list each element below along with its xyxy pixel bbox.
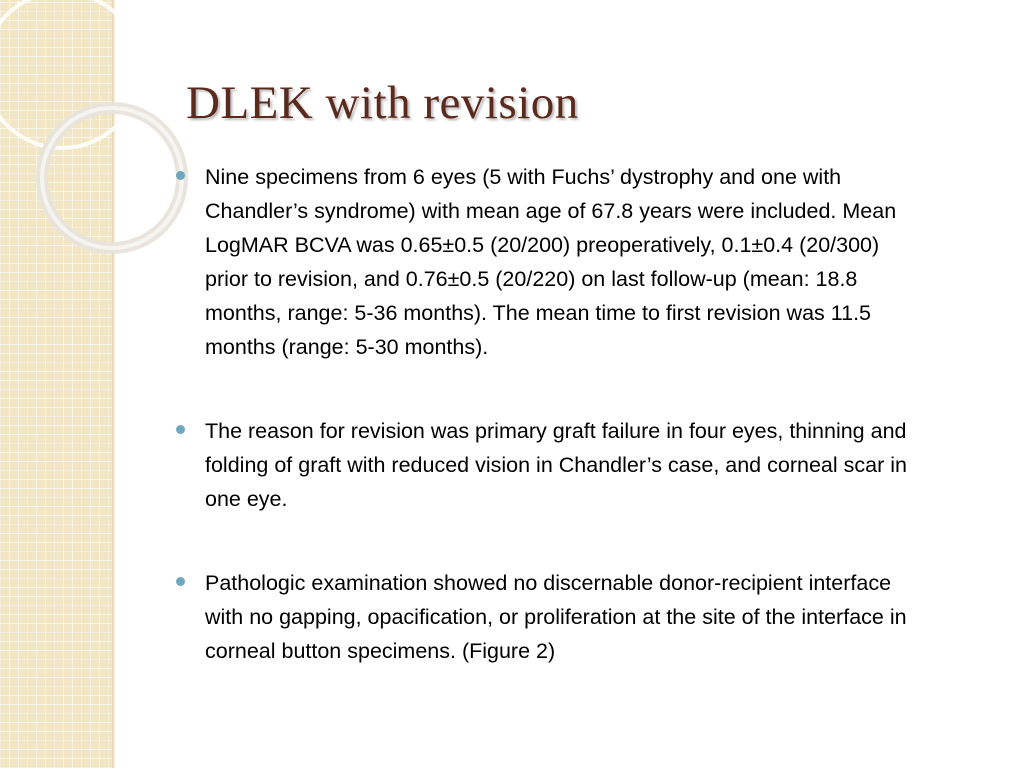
bullet-list xyxy=(176,160,916,668)
bullet-text: Pathologic examination showed no discernable donor-recipient interface with no gapping, opacification, or proliferation at the site of the interface in corneal button specimens. (Figure 2) xyxy=(205,571,907,663)
bullet-item xyxy=(176,414,916,516)
bullet-dot xyxy=(176,171,185,180)
bullet-text: Nine specimens from 6 eyes (5 with Fuchs’ dystrophy and one with Chandler’s syndrome) with mean age of 67.8 years were included. Mean LogMAR BCVA was 0.65±0.5 (20/200) preoperatively, 0.1±0.4 (20/300) prior to revision, and 0.76±0.5 (20/220) on last follow-up (mean: 18.8 months, range: 5-36 months). The mean time to first revision was 11.5 months (range: 5-30 months). xyxy=(205,165,897,359)
slide-title: DLEK with revision xyxy=(186,77,579,129)
bullet-item xyxy=(176,566,916,668)
bullet-dot xyxy=(176,577,185,586)
bullet-dot xyxy=(176,425,185,434)
bullet-item xyxy=(176,160,916,364)
bullet-text: The reason for revision was primary graft failure in four eyes, thinning and folding of graft with reduced vision in Chandler’s case, and corneal scar in one eye. xyxy=(205,419,907,511)
